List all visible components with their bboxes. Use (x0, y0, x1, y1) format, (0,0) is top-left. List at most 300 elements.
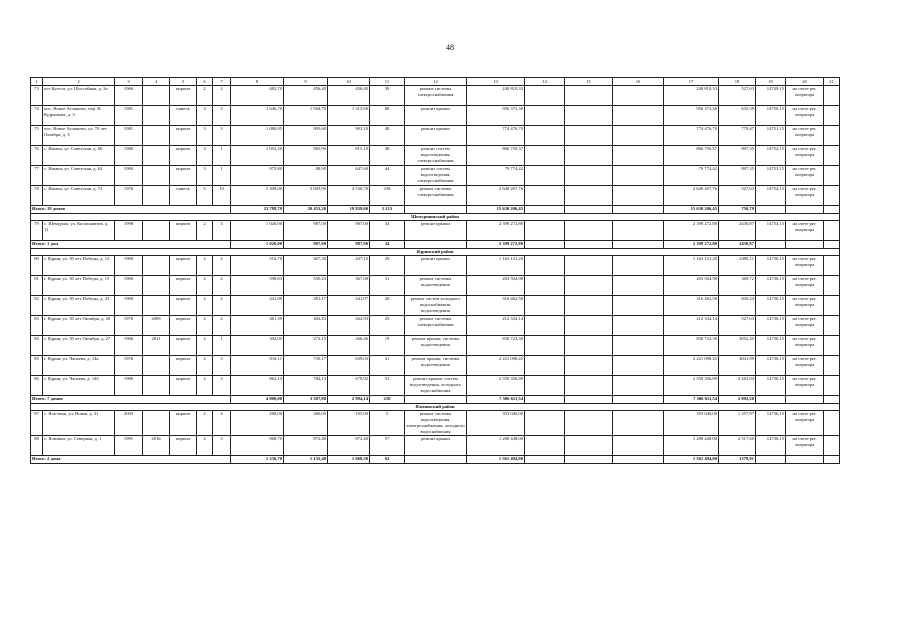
floors-cell: 2 (197, 86, 213, 106)
funding-cell (613, 316, 664, 336)
owner-funds-cell: 2 221 098,45 (664, 356, 719, 376)
extra-cell (824, 296, 840, 316)
total-area-cell: 1 052,20 (231, 146, 284, 166)
floors-cell: 2 (197, 221, 213, 241)
residents-cell: 39 (370, 86, 405, 106)
residents-cell: 218 (370, 396, 405, 404)
living-area-cell: 3 587,88 (284, 396, 328, 404)
column-number-cell: 6 (197, 78, 213, 86)
extra-cell (824, 376, 840, 396)
row-number-cell: 80 (31, 256, 43, 276)
funding-cell (525, 206, 565, 214)
fund-method-cell: на счете рег. оператора (786, 106, 824, 126)
limit-cost-cell: 14736,15 (756, 356, 786, 376)
column-number-cell: 15 (565, 78, 613, 86)
extra-cell (824, 126, 840, 146)
unit-cost-cell: 2 517,60 (719, 436, 756, 456)
extra-cell (824, 146, 840, 166)
row-number-cell: 86 (31, 376, 43, 396)
year-built-cell: 1968 (115, 296, 143, 316)
row-number-cell: 74 (31, 106, 43, 126)
living-area-cell: 784,13 (284, 376, 328, 396)
residential-area-cell: 367,08 (328, 276, 370, 296)
funding-cell (525, 336, 565, 356)
row-number-cell: 79 (31, 221, 43, 241)
overhaul-year-cell (143, 411, 170, 436)
residential-area-cell: 1 068,30 (328, 456, 370, 464)
funding-cell (525, 166, 565, 186)
table-row (31, 166, 840, 186)
column-number-cell: 3 (115, 78, 143, 86)
table-row (31, 126, 840, 146)
unit-cost-cell: 2430,87 (719, 221, 756, 241)
total-cost-cell: 203 504,98 (467, 276, 525, 296)
living-area-cell: 260,00 (284, 411, 328, 436)
repair-work-cell: ремонт крыши (405, 126, 467, 146)
wall-material-cell: кирпич (170, 276, 197, 296)
table-row (31, 316, 840, 336)
residents-cell: 41 (370, 356, 405, 376)
extra-cell (824, 396, 840, 404)
repair-work-cell: ремонт крыши (405, 106, 467, 126)
funding-cell (565, 376, 613, 396)
fund-method-cell: на счете рег. оператора (786, 166, 824, 186)
column-number-cell: 10 (328, 78, 370, 86)
floors-cell: 2 (197, 296, 213, 316)
housing-repair-table (30, 77, 840, 464)
fund-method-cell: на счете рег. оператора (786, 186, 824, 206)
residents-cell: 48 (370, 126, 405, 146)
limit-cost-cell: 14736,15 (756, 376, 786, 396)
entrances-cell: 3 (213, 221, 231, 241)
total-area-cell: 4 000,00 (231, 396, 284, 404)
limit-cost-cell: 14736,15 (756, 256, 786, 276)
total-area-cell: 816,11 (231, 356, 284, 376)
address-cell: пгт Кугеси, ул. Шоссейная, д. 3а (43, 86, 115, 106)
total-cost-cell: 2 559 356,89 (467, 376, 525, 396)
wall-material-cell: кирпич (170, 221, 197, 241)
repair-work-cell: ремонт крыши (405, 221, 467, 241)
residents-cell: 1 213 (370, 206, 405, 214)
floors-cell: 2 (197, 276, 213, 296)
limit-cost-cell: 14750,15 (756, 106, 786, 126)
floors-cell: 2 (197, 336, 213, 356)
overhaul-year-cell (143, 166, 170, 186)
fund-method-cell: на счете рег. оператора (786, 256, 824, 276)
entrances-cell: 4 (213, 411, 231, 436)
section-total-row (31, 396, 840, 404)
year-built-cell: 1966 (115, 336, 143, 356)
year-built-cell: 1976 (115, 356, 143, 376)
limit-cost-cell: 14736,15 (756, 436, 786, 456)
residential-area-cell: 987,00 (328, 221, 370, 241)
total-area-cell: 598,83 (231, 276, 284, 296)
table-row (31, 86, 840, 106)
total-cost-cell: 79 774,42 (467, 166, 525, 186)
repair-work-cell: ремонт системы водоотведения, электроснабжения, холодного водоснабжения (406, 411, 465, 434)
owner-funds-cell: 866 750,37 (664, 146, 719, 166)
column-number-cell: 11 (370, 78, 405, 86)
wall-material-cell: панель (170, 106, 197, 126)
row-number-cell: 73 (31, 86, 43, 106)
residents-cell: 80 (370, 106, 405, 126)
funding-cell (565, 396, 613, 404)
owner-funds-cell: 2 399 272,80 (664, 221, 719, 241)
total-area-cell: 1 026,00 (231, 221, 284, 241)
funding-cell (613, 356, 664, 376)
total-area-cell: 1 236,70 (231, 456, 284, 464)
overhaul-year-cell (143, 296, 170, 316)
district-title: Яльчикский район (31, 404, 840, 411)
section-total-row (31, 456, 840, 464)
unit-cost-cell: 527,63 (719, 316, 756, 336)
extra-cell (824, 436, 840, 456)
floors-cell: 2 (197, 436, 213, 456)
fund-method-cell: на счете рег. оператора (786, 146, 824, 166)
total-cost-cell: 1 163 131,20 (467, 256, 525, 276)
fund-method-cell: на счете рег. оператора (786, 276, 824, 296)
residential-area-cell: 872,40 (328, 436, 370, 456)
column-number-cell: 1 (31, 78, 43, 86)
entrances-cell: 1 (213, 336, 231, 356)
residents-cell: 20 (370, 296, 405, 316)
residential-area-cell: 262,93 (328, 316, 370, 336)
funding-cell (613, 436, 664, 456)
total-area-cell: 268,00 (231, 411, 284, 436)
total-area-cell: 5 308,00 (231, 186, 284, 206)
total-cost-cell: 830 723,30 (467, 336, 525, 356)
table-row (31, 221, 840, 241)
table-row (31, 376, 840, 396)
living-area-cell: 5 003,90 (284, 186, 328, 206)
residents-cell: 34 (370, 221, 405, 241)
entrances-cell: 2 (213, 316, 231, 336)
funding-cell (613, 186, 664, 206)
extra-cell (824, 356, 840, 376)
owner-funds-cell: 2 399 272,80 (664, 241, 719, 249)
living-area-cell: 381,17 (284, 296, 328, 316)
living-area-cell: 272,15 (284, 336, 328, 356)
living-area-cell: 995,60 (284, 126, 328, 146)
residents-cell: 38 (370, 146, 405, 166)
district-title: Шемуршинский район (31, 214, 840, 221)
table-row (31, 256, 840, 276)
fund-method-cell (786, 396, 824, 404)
district-header-row (31, 214, 840, 221)
column-number-cell: 18 (719, 78, 756, 86)
owner-funds-cell: 830 723,30 (664, 336, 719, 356)
repair-work-cell: ремонт крыши, систем водоотведения, холодного водоснабжения (405, 376, 467, 396)
funding-cell (565, 241, 613, 249)
column-number-cell: 13 (467, 78, 525, 86)
owner-funds-cell: 203 504,98 (664, 276, 719, 296)
owner-funds-cell: 240 810,33 (664, 86, 719, 106)
limit-cost-cell: 14754,15 (756, 221, 786, 241)
funding-cell (525, 146, 565, 166)
living-area-cell: 550,43 (284, 276, 328, 296)
total-label: Итого: 19 домов (31, 206, 231, 214)
fund-method-cell (786, 241, 824, 249)
funding-cell (613, 336, 664, 356)
repair-work-cell: ремонт крыши, системы водоотведения (405, 356, 467, 376)
total-area-cell: 461,39 (231, 316, 284, 336)
table-row (31, 276, 840, 296)
residential-area-cell: 341,97 (328, 296, 370, 316)
owner-funds-cell: 15 630 206,45 (664, 206, 719, 214)
fund-method-cell: на счете рег. оператора (786, 411, 824, 436)
total-area-cell: 968,70 (231, 436, 284, 456)
unit-cost-cell: 3 263,94 (719, 376, 756, 396)
wall-material-cell: кирпич (170, 411, 197, 436)
limit-cost-cell: 14753,15 (756, 166, 786, 186)
funding-cell (525, 126, 565, 146)
floors-cell: 2 (197, 411, 213, 436)
owner-funds-cell: 79 774,42 (664, 166, 719, 186)
unit-cost-cell: 527,63 (719, 186, 756, 206)
floors-cell: 3 (197, 106, 213, 126)
repair-work-cell: ремонт крыши (405, 256, 467, 276)
residents-cell: 19 (370, 336, 405, 356)
district-header-row (31, 404, 840, 411)
funding-cell (613, 166, 664, 186)
funding-cell (613, 411, 664, 436)
wall-material-cell: кирпич (170, 296, 197, 316)
funding-cell (565, 86, 613, 106)
funding-cell (613, 86, 664, 106)
extra-cell (824, 166, 840, 186)
living-area-cell: 467,30 (284, 256, 328, 276)
table-row (31, 356, 840, 376)
funding-cell (565, 206, 613, 214)
entrances-cell: 10 (213, 186, 231, 206)
column-number-cell: 20 (786, 78, 824, 86)
limit-cost-cell: 14736,15 (756, 276, 786, 296)
living-area-cell: 20 453,20 (284, 206, 328, 214)
repair-work-cell: ремонт системы электроснабжения (405, 316, 467, 336)
owner-funds-cell: 7 506 611,54 (664, 396, 719, 404)
extra-cell (824, 241, 840, 249)
living-area-cell: 1 504,70 (284, 106, 328, 126)
column-number-cell: 2 (43, 78, 115, 86)
year-built-cell: 1966 (115, 86, 143, 106)
column-number-row (31, 78, 840, 86)
entrances-cell: 3 (213, 436, 231, 456)
extra-cell (824, 411, 840, 436)
residents-cell: 31 (370, 276, 405, 296)
funding-cell (525, 436, 565, 456)
fund-method-cell (786, 456, 824, 464)
living-area-cell: 456,40 (284, 86, 328, 106)
funding-cell (613, 241, 664, 249)
limit-cost-cell: 14749,15 (756, 86, 786, 106)
funding-cell (613, 296, 664, 316)
unit-cost-cell: 1378,91 (719, 456, 756, 464)
floors-cell: 2 (197, 356, 213, 376)
year-built-cell: 1998 (115, 221, 143, 241)
owner-funds-cell: 316 462,58 (664, 296, 719, 316)
funding-cell (565, 336, 613, 356)
row-number-cell: 84 (31, 336, 43, 356)
living-area-cell: 730,17 (284, 356, 328, 376)
unit-cost-cell: 3041,89 (719, 356, 756, 376)
row-number-cell: 87 (31, 411, 43, 436)
extra-cell (824, 456, 840, 464)
total-cost-cell: 15 630 206,45 (467, 206, 525, 214)
limit-cost-cell (756, 241, 786, 249)
wall-material-cell: кирпич (170, 376, 197, 396)
funding-cell (525, 106, 565, 126)
address-cell: с. Ишаки, ул. Советская, д. 60 (43, 146, 115, 166)
wall-material-cell: кирпич (170, 316, 197, 336)
column-number-cell: 5 (170, 78, 197, 86)
address-cell: с. Яльчики, ул. Северная, д. 1 (43, 436, 115, 456)
column-number-cell: 4 (143, 78, 170, 86)
owner-funds-cell: 2 640 207,76 (664, 186, 719, 206)
funding-cell (565, 106, 613, 126)
living-area-cell: 402,43 (284, 316, 328, 336)
unit-cost-cell: 830,24 (719, 296, 756, 316)
fund-method-cell: на счете рег. оператора (786, 316, 824, 336)
residential-area-cell: 195,00 (328, 411, 370, 436)
wall-material-cell: кирпич (170, 436, 197, 456)
column-number-cell: 8 (231, 78, 284, 86)
funding-cell (525, 356, 565, 376)
floors-cell: 5 (197, 186, 213, 206)
extra-cell (824, 336, 840, 356)
total-cost-cell: 240 810,33 (467, 86, 525, 106)
residents-cell: 57 (370, 436, 405, 456)
address-cell: г. Ядрин, ул. 50 лет Октября, д. 27 (43, 336, 115, 356)
year-built-cell: 1980 (115, 146, 143, 166)
funding-cell (525, 316, 565, 336)
funding-cell (565, 276, 613, 296)
wall-material-cell: кирпич (170, 86, 197, 106)
row-number-cell: 78 (31, 186, 43, 206)
residential-area-cell: 4 530,70 (328, 186, 370, 206)
repair-work-cell (405, 456, 467, 464)
extra-cell (824, 206, 840, 214)
unit-cost-cell: 527,63 (719, 86, 756, 106)
unit-cost-cell: 1 357,87 (719, 411, 756, 436)
entrances-cell: 1 (213, 146, 231, 166)
funding-cell (613, 456, 664, 464)
residential-area-cell: 266,46 (328, 336, 370, 356)
residential-area-cell: 19 839,00 (328, 206, 370, 214)
year-built-cell: 1968 (115, 256, 143, 276)
residents-cell: 25 (370, 316, 405, 336)
year-built-cell: 1980 (115, 166, 143, 186)
funding-cell (565, 356, 613, 376)
address-cell: г. Ядрин, ул. 30 лет Победы, д. 15 (43, 276, 115, 296)
funding-cell (565, 146, 613, 166)
residents-cell: 34 (370, 241, 405, 249)
residents-cell: 62 (370, 456, 405, 464)
funding-cell (613, 221, 664, 241)
repair-work-cell: ремонт систем водоотведения, электроснабжения (405, 146, 467, 166)
wall-material-cell: кирпич (170, 166, 197, 186)
table-row (31, 106, 840, 126)
total-label: Итого: 7 домов (31, 396, 231, 404)
owner-funds-cell: 2 559 356,89 (664, 376, 719, 396)
table-row (31, 146, 840, 166)
table-row (31, 411, 840, 436)
fund-method-cell: на счете рег. оператора (786, 221, 824, 241)
repair-work-cell: ремонт крыши, системы водоотведения (405, 336, 467, 356)
funding-cell (565, 316, 613, 336)
funding-cell (525, 456, 565, 464)
address-cell: пос. Новое Атлашево, ул. 70 лет Октября, д. 3 (43, 126, 115, 146)
total-area-cell: 482,70 (231, 86, 284, 106)
total-cost-cell: 866 750,37 (467, 146, 525, 166)
funding-cell (565, 296, 613, 316)
repair-work-cell: ремонт системы электроснабжения (405, 86, 467, 106)
total-cost-cell: 1 208 448,00 (467, 436, 525, 456)
limit-cost-cell: 14752,15 (756, 146, 786, 166)
fund-method-cell: на счете рег. оператора (786, 336, 824, 356)
funding-cell (613, 206, 664, 214)
entrances-cell: 2 (213, 296, 231, 316)
funding-cell (613, 126, 664, 146)
funding-cell (613, 106, 664, 126)
address-cell: с. Ишаки, ул. Советская, д. 72 (43, 186, 115, 206)
repair-work-cell (405, 241, 467, 249)
repair-work-cell: ремонт системы электроснабжения (405, 186, 467, 206)
overhaul-year-cell (143, 126, 170, 146)
living-area-cell: 872,40 (284, 436, 328, 456)
district-title: Ядринский район (31, 249, 840, 256)
unit-cost-cell: 756,79 (719, 206, 756, 214)
wall-material-cell: кирпич (170, 336, 197, 356)
funding-cell (613, 256, 664, 276)
funding-cell (613, 396, 664, 404)
row-number-cell: 75 (31, 126, 43, 146)
funding-cell (565, 436, 613, 456)
residential-area-cell: 639,03 (328, 356, 370, 376)
row-number-cell: 77 (31, 166, 43, 186)
funding-cell (565, 126, 613, 146)
entrances-cell: 1 (213, 166, 231, 186)
funding-cell (565, 256, 613, 276)
funding-cell (525, 221, 565, 241)
living-area-cell: 88,90 (284, 166, 328, 186)
unit-cost-cell: 779,47 (719, 126, 756, 146)
overhaul-year-cell (143, 376, 170, 396)
fund-method-cell: на счете рег. оператора (786, 376, 824, 396)
entrances-cell: 2 (213, 276, 231, 296)
repair-work-cell (405, 396, 467, 404)
total-cost-cell: 956 373,30 (467, 106, 525, 126)
funding-cell (525, 86, 565, 106)
address-cell: г. Ядрин, ул. Чапаева, д. 14а (43, 356, 115, 376)
overhaul-year-cell (143, 146, 170, 166)
total-cost-cell: 2 399 272,80 (467, 241, 525, 249)
column-number-cell: 19 (756, 78, 786, 86)
column-number-cell: 16 (613, 78, 664, 86)
living-area-cell: 965,90 (284, 146, 328, 166)
unit-cost-cell: 897,35 (719, 146, 756, 166)
column-number-cell: 9 (284, 78, 328, 86)
limit-cost-cell: 14736,15 (756, 296, 786, 316)
address-cell: пос. Новое Атлашево, пер. В. Кудряшова, д. 3 (43, 106, 115, 126)
limit-cost-cell (756, 206, 786, 214)
entrances-cell: 3 (213, 126, 231, 146)
unit-cost-cell: 2 092,20 (719, 396, 756, 404)
total-area-cell: 1 026,00 (231, 241, 284, 249)
total-cost-cell: 212 334,14 (467, 316, 525, 336)
repair-work-cell: ремонт крыши (405, 436, 467, 456)
fund-method-cell: на счете рег. оператора (786, 296, 824, 316)
address-cell: г. Ядрин, ул. 30 лет Победы, д. 13 (43, 256, 115, 276)
